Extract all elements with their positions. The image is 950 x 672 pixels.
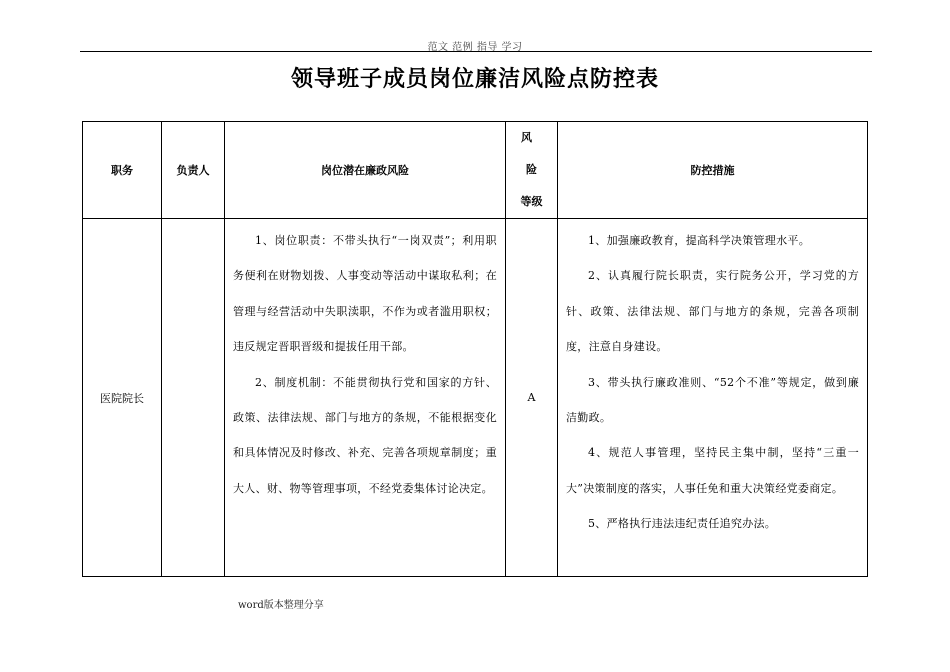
header-risk-level [506,122,558,219]
measure-item: 4、规范人事管理，坚持民主集中制，坚持“三重一大”决策制度的落实，人事任免和重大决策经党委商定。 [566,446,859,495]
header-rule [80,51,872,52]
table-row [83,219,868,577]
cell-risks [225,219,506,577]
risk-item: 2、制度机制：不能贯彻执行党和国家的方针、政策、法律法规、部门与地方的条规，不能根据变化和具体情况及时修改、补充、完善各项规章制度；重大人、财、物等管理事项，不经党委集体讨论决定。 [233,375,497,495]
page-footer-text: word版本整理分享 [238,600,324,611]
cell-position: 医院院长 [83,219,162,577]
measure-item: 1、加强廉政教育，提高科学决策管理水平。 [588,234,810,247]
header-risk-level-top: 风 险 [521,131,547,176]
measure-item: 2、认真履行院长职责，实行院务公开，学习党的方针、政策、法律法规、部门与地方的条规，完善各项制度，注意自身建设。 [566,269,859,354]
header-risk: 岗位潜在廉政风险 [225,122,506,219]
risk-item: 1、岗位职责：不带头执行“一岗双责”；利用职务便利在财物划拨、人事变动等活动中谋取私利；在管理与经营活动中失职渎职，不作为或者滥用职权；违反规定晋职晋级和提拔任用干部。 [233,234,497,354]
table-header-row [83,122,868,219]
header-person: 负责人 [162,122,225,219]
risk-control-table [82,121,868,577]
cell-risk-level: A [506,219,558,577]
cell-person [162,219,225,577]
document-title: 领导班子成员岗位廉洁风险点防控表 [290,66,659,92]
cell-measures [558,219,868,577]
header-position: 职务 [83,122,162,219]
page-header-text: 范文 范例 指导 学习 [427,42,523,53]
header-measures: 防控措施 [558,122,868,219]
header-risk-level-bottom: 等级 [520,195,543,208]
measure-item: 3、带头执行廉政准则、“52个不准”等规定，做到廉洁勤政。 [566,375,859,425]
measure-item: 5、严格执行违法违纪责任追究办法。 [588,517,777,531]
